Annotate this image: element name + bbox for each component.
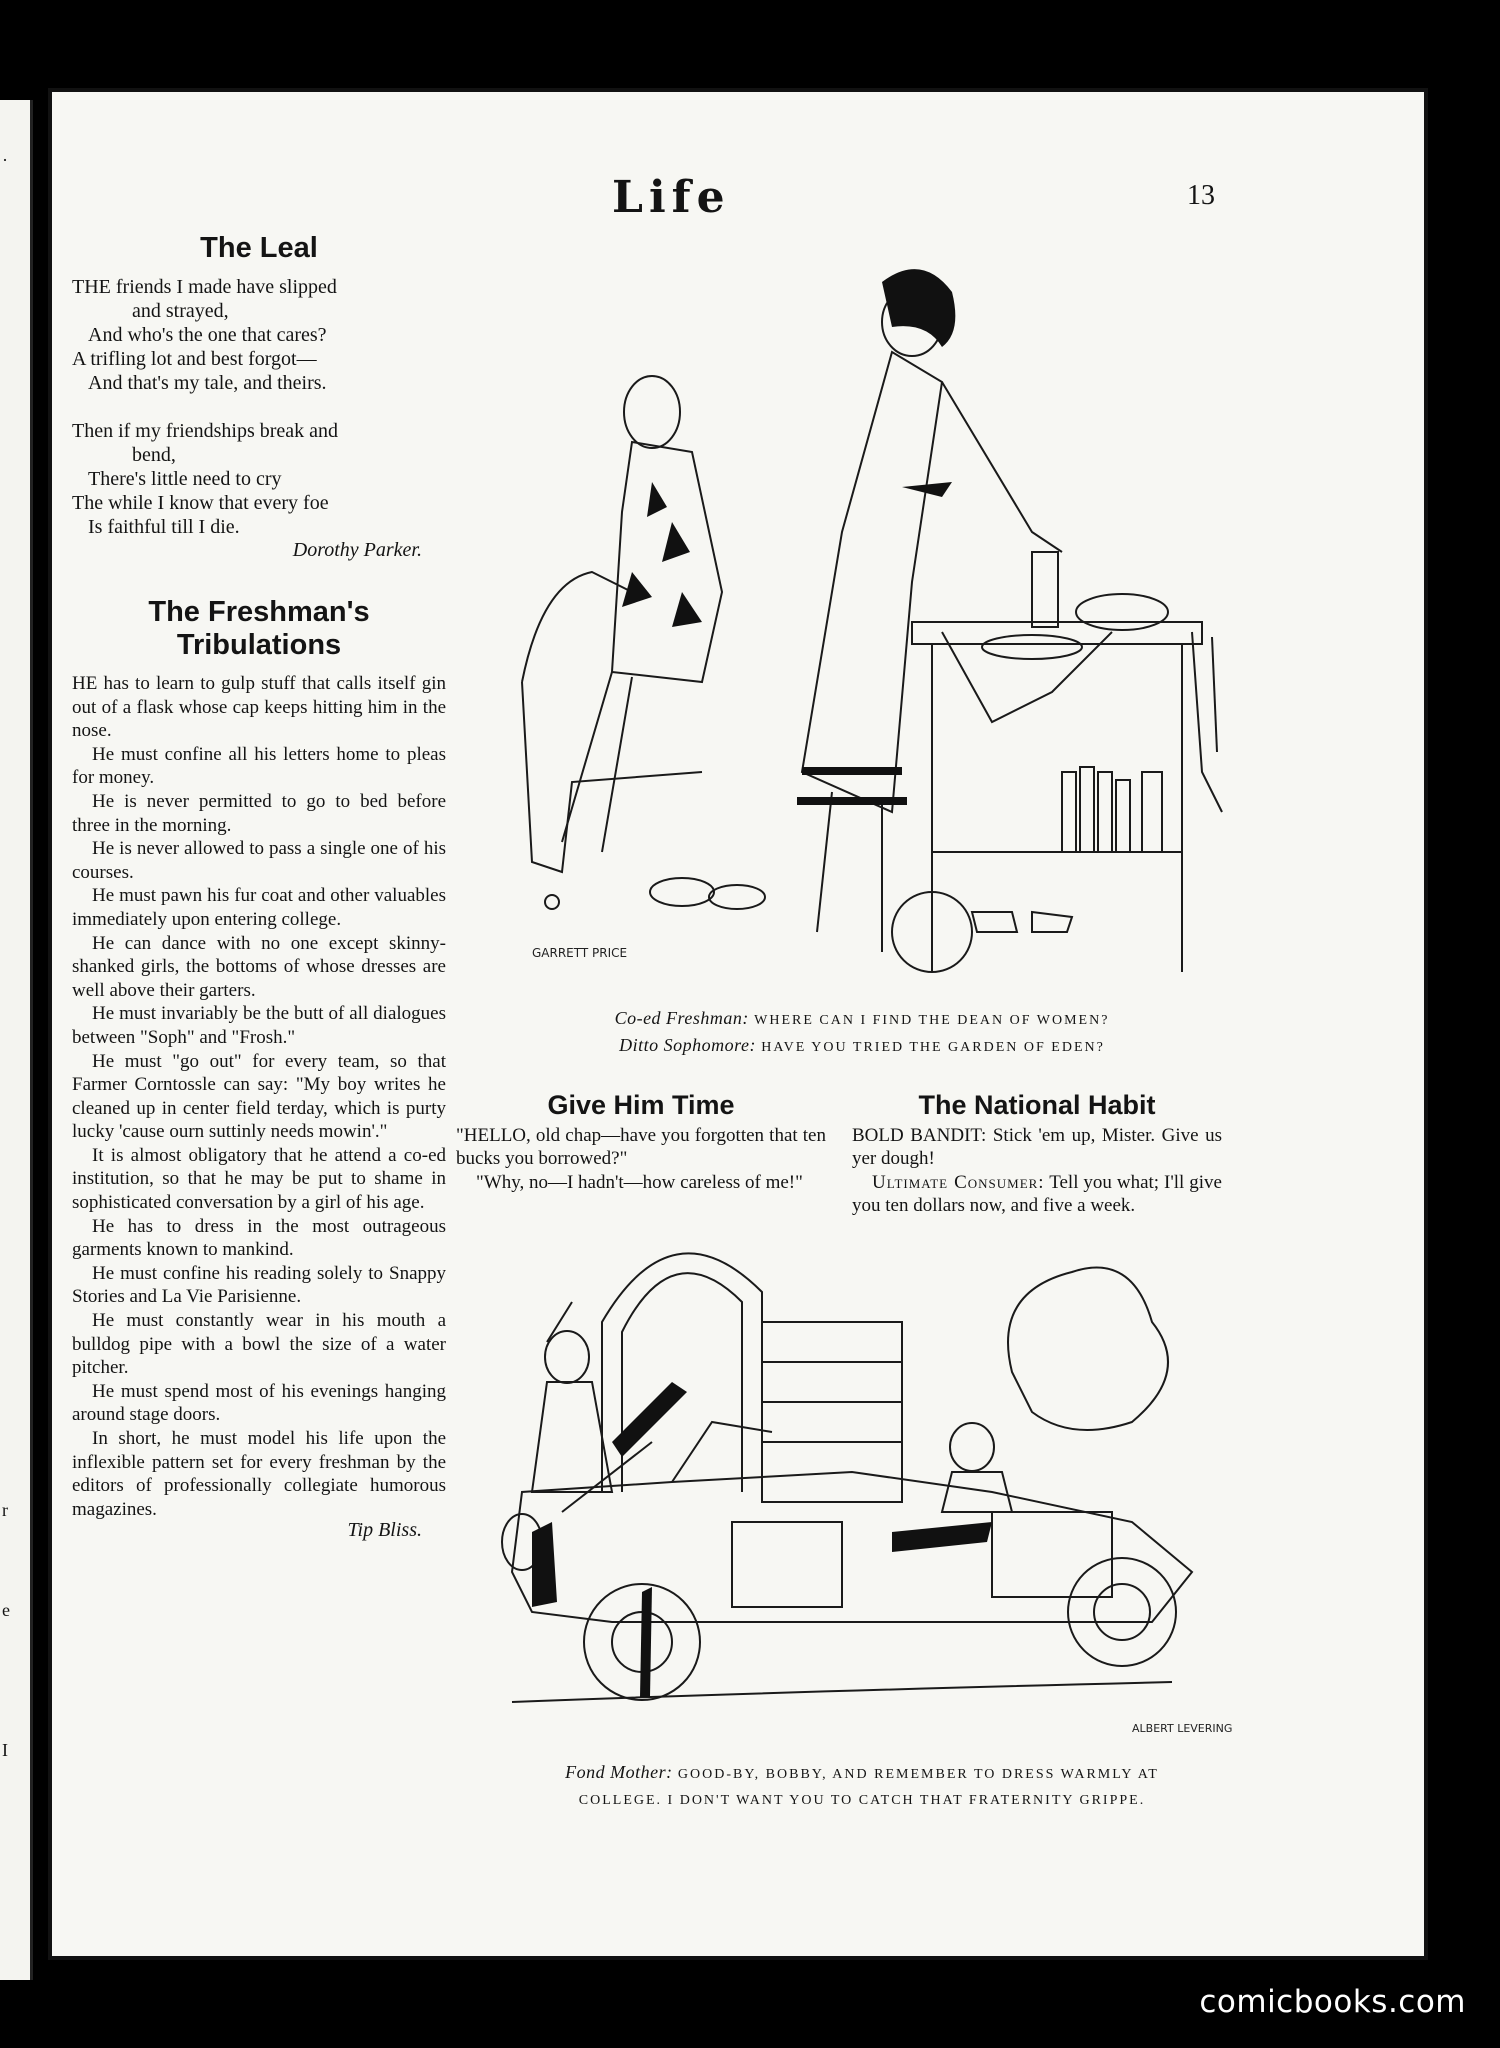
freshman-paragraph: He is never allowed to pass a single one of his courses. (72, 838, 446, 883)
poem-line: Then if my friendships break and (72, 420, 339, 442)
left-column (72, 232, 446, 1542)
freshman-paragraph: He must "go out" for every team, so that Farmer Corntossle can say: "My boy writes he cleaned up in center field terday, which is purty lucky 'cause ourn suttinly needs mowin'." (72, 1050, 446, 1143)
cartoon2-caption (522, 1760, 1202, 1813)
poem-line: A trifling lot and best forgot— (72, 348, 317, 370)
poem-line: And that's my tale, and theirs. (88, 372, 327, 394)
poem-line: The while I know that every foe (72, 492, 329, 514)
freshman-paragraph: He must spend most of his evenings hanging around stage doors. (72, 1380, 446, 1426)
cartoon2-signature: ALBERT LEVERING (1132, 1722, 1233, 1735)
give-him-time-title: Give Him Time (547, 1090, 735, 1120)
caption-line: WHERE CAN I FIND THE DEAN OF WOMEN? (754, 1013, 1110, 1028)
national-habit-title: The National Habit (918, 1090, 1156, 1120)
caption-speaker: Ditto Sophomore: (619, 1035, 756, 1055)
freshman-paragraph: He must confine all his letters home to pleas for money. (72, 743, 446, 789)
poem-line: Is faithful till I die. (88, 516, 240, 538)
masthead: Life (612, 172, 731, 223)
poem-line: and strayed, (132, 300, 229, 322)
cartoon-car-illustration (472, 1192, 1252, 1752)
freshman-paragraph: He can dance with no one except skinny-shanked girls, the bottoms of whose dresses are well above their garters. (72, 932, 446, 1001)
cartoon-coed-drawing (472, 252, 1252, 992)
freshman-author: Tip Bliss. (347, 1519, 422, 1542)
freshman-paragraph: He must confine his reading solely to Snappy Stories and La Vie Parisienne. (72, 1262, 446, 1308)
freshman-paragraph: He must pawn his fur coat and other valuables immediately upon entering college. (72, 885, 446, 930)
caption-speaker: Fond Mother: (565, 1762, 673, 1782)
watermark-text: comicbooks.com (1199, 1984, 1466, 2020)
freshman-body (72, 672, 446, 1521)
national-habit-speaker: Ultimate Consumer: (872, 1171, 1045, 1193)
poem-body (72, 275, 446, 539)
poem-line: And who's the one that cares? (88, 324, 327, 346)
freshman-paragraph: He must invariably be the butt of all dialogues between "Soph" and "Frosh." (72, 1003, 446, 1048)
caption-line: GOOD-BY, BOBBY, AND REMEMBER TO DRESS WARMLY AT COLLEGE. I DON'T WANT YOU TO CATCH THAT FRATERNITY GRIPPE. (578, 1767, 1159, 1808)
freshman-paragraph: In short, he must model his life upon the inflexible pattern set for every freshman by the editors of professionally collegiate humorous magazines. (72, 1428, 446, 1520)
cartoon-car-drawing (472, 1192, 1252, 1752)
freshman-title-line: Tribulations (176, 629, 342, 661)
freshman-title (72, 596, 446, 662)
freshman-paragraph: HE has to learn to gulp stuff that calls itself gin out of a flask whose cap keeps hitting him in the nose. (72, 673, 446, 742)
magazine-page (48, 88, 1428, 1960)
caption-line: HAVE YOU TRIED THE GARDEN OF EDEN? (761, 1040, 1105, 1055)
freshman-paragraph: He is never permitted to go to bed before three in the morning. (72, 790, 446, 836)
freshman-paragraph: It is almost obligatory that he attend a co-ed institution, so that he may be put to shame in sophisticated conversation by a girl of his age. (72, 1144, 446, 1214)
freshman-paragraph: He has to dress in the most outrageous garments known to mankind. (72, 1215, 446, 1261)
cartoon-coed-illustration (472, 252, 1252, 992)
poem-line: THE friends I made have slipped (72, 276, 337, 298)
page-number: 13 (1187, 180, 1215, 211)
caption-speaker: Co-ed Freshman: (614, 1008, 749, 1028)
national-habit-paragraph: BOLD BANDIT: Stick 'em up, Mister. Give us yer dough! (852, 1124, 1222, 1170)
poem-author: Dorothy Parker. (292, 539, 422, 561)
poem-title: The Leal (200, 232, 318, 264)
cartoon1-signature: GARRETT PRICE (532, 946, 628, 960)
give-him-time-paragraph: "Why, no—I hadn't—how careless of me!" (476, 1171, 803, 1193)
cartoon1-caption (522, 1006, 1202, 1060)
national-habit-paragraph: Tell you what; I'll give you ten dollars now, and five a week. (852, 1171, 1222, 1217)
previous-page-edge: · r e I (0, 100, 33, 1980)
poem-line: There's little need to cry (88, 468, 282, 490)
freshman-paragraph: He must constantly wear in his mouth a bulldog pipe with a bowl the size of a water pitcher. (72, 1310, 446, 1379)
poem-line: bend, (132, 444, 176, 466)
give-him-time-column (456, 1090, 826, 1194)
freshman-title-line: The Freshman's (148, 596, 370, 628)
give-him-time-paragraph: "HELLO, old chap—have you forgotten that ten bucks you borrowed?" (456, 1124, 826, 1170)
